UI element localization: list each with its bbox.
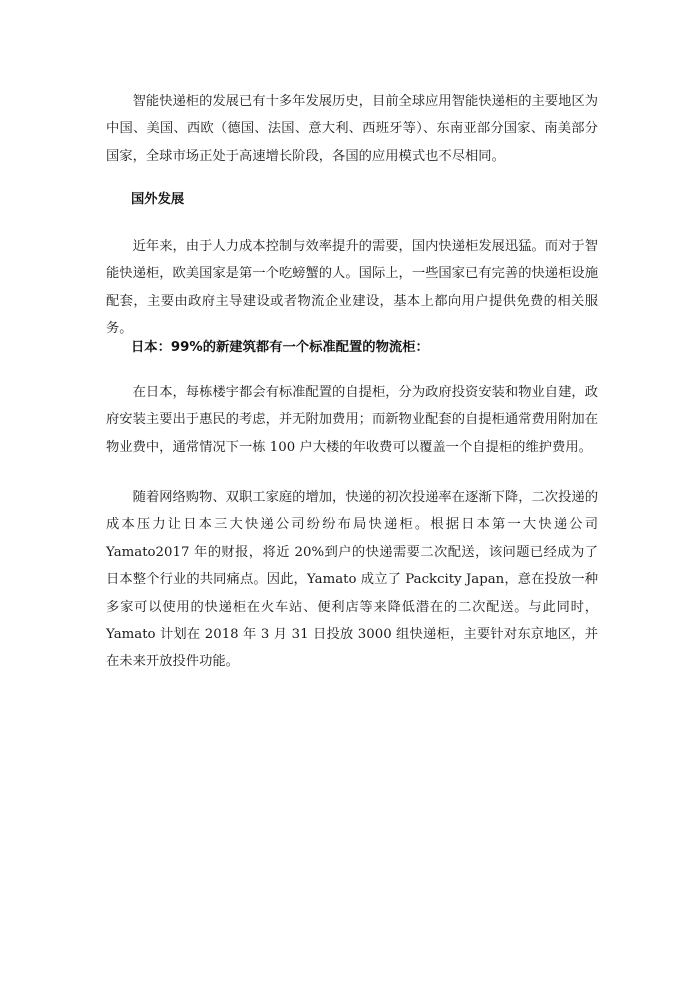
overseas-paragraph: 近年来，由于人力成本控制与效率提升的需要，国内快递柜发展迅猛。而对于智能快递柜，欧美国家是第一个吃螃蟹的人。国际上，一些国家已有完善的快递柜设施配套，主要由政府主导建设或者物流企业建设，基本上都向用户提供免费的相关服务。 — [106, 239, 598, 337]
japan-paragraph-2: 随着网络购物、双职工家庭的增加，快递的初次投递率在逐渐下降，二次投递的成本压力让日本三大快递公司纷纷布局快递柜。根据日本第一大快递公司 Yamato2017 年的财报，将近 20%到户的快递需要二次配送，该问题已经成为了日本整个行业的共同痛点。因此，Yamato 成立了 Packcity Japan，意在投放一种多家可以使用的快递柜在火车站、便利店等来降低潜在的二次配送。与此同时，Yamato 计划在 2018 年 3 月 31 日投放 3000 组快递柜，主要针对东京地区，并在未来开放投件功能。 — [106, 490, 598, 670]
section-heading-japan: 日本：99%的新建筑都有一个标准配置的物流柜： — [131, 340, 429, 355]
intro-paragraph: 智能快递柜的发展已有十多年发展历史，目前全球应用智能快递柜的主要地区为中国、美国、西欧（德国、法国、意大利、西班牙等）、东南亚部分国家、南美部分国家，全球市场正处于高速增长阶段，各国的应用模式也不尽相同。 — [106, 94, 598, 164]
japan-paragraph-1: 在日本，每栋楼宇都会有标准配置的自提柜，分为政府投资安装和物业自建，政府安装主要出于惠民的考虑，并无附加费用；而新物业配套的自提柜通常费用附加在物业费中，通常情况下一栋 100 户大楼的年收费可以覆盖一个自提柜的维护费用。 — [106, 385, 598, 455]
section-heading-overseas: 国外发展 — [131, 192, 185, 207]
